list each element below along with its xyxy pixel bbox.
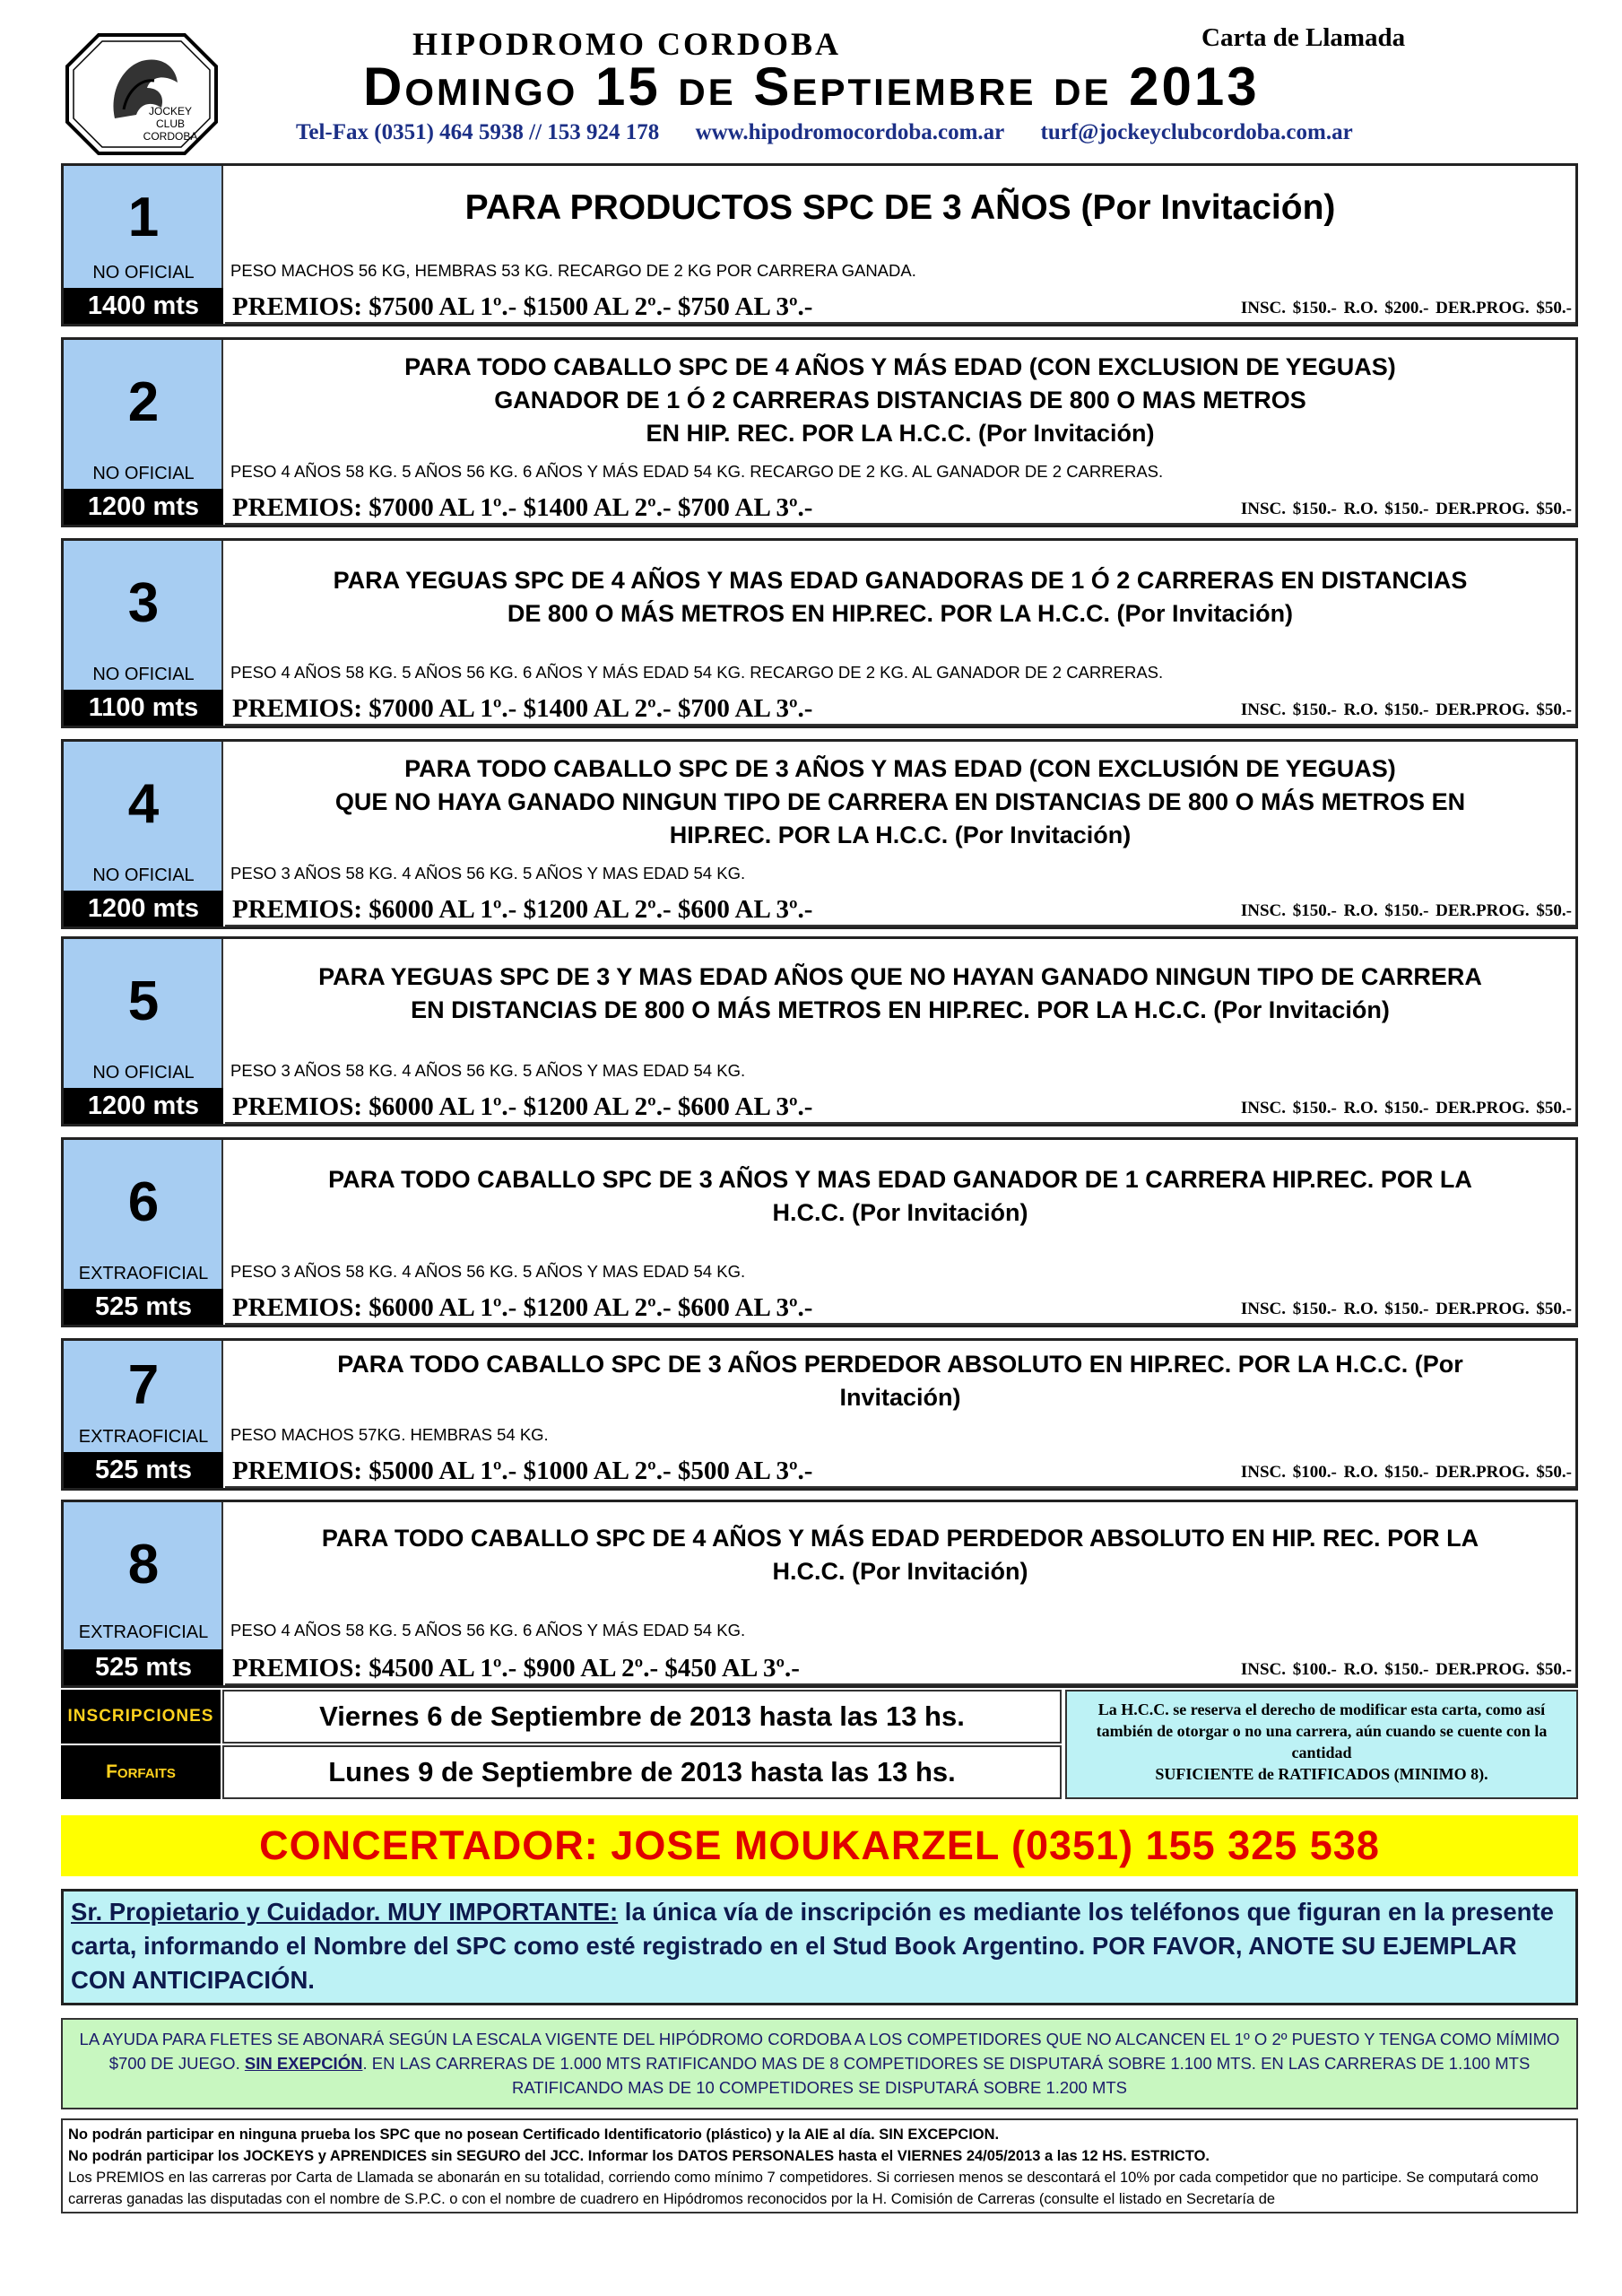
race-title-line: QUE NO HAYA GANADO NINGUN TIPO DE CARRERA EN DISTANCIAS DE 800 O MÁS METROS EN [334, 788, 1466, 815]
race-distance: 525 mts [64, 1289, 223, 1325]
race-distance: 525 mts [64, 1452, 223, 1488]
document-type: Carta de Llamada [1201, 23, 1406, 52]
forfaits-label: Forfaits [61, 1745, 221, 1799]
race-prizes: PREMIOS: $5000 AL 1º.- $1000 AL 2º.- $500 AL 3º.- [232, 1457, 813, 1485]
important-lead: Sr. Propietario y Cuidador. MUY IMPORTANTE: [71, 1898, 619, 1926]
race-block-7 [61, 1338, 1578, 1491]
race-distance: 1400 mts [64, 288, 223, 324]
race-number-cell [64, 340, 223, 525]
race-title-line: HIP.REC. POR LA H.C.C. (Por Invitación) [669, 822, 1132, 848]
race-title [234, 564, 1566, 631]
email-link[interactable]: turf@jockeyclubcordoba.com.ar [1040, 120, 1353, 144]
race-prizes: PREMIOS: $6000 AL 1º.- $1200 AL 2º.- $600 AL 3º.- [232, 895, 813, 924]
hcc-reservation-note [1065, 1690, 1578, 1799]
race-number: 4 [127, 773, 160, 835]
race-number: 6 [127, 1171, 160, 1233]
race-block-3 [61, 538, 1578, 728]
inscripciones-date: Viernes 6 de Septiembre de 2013 hasta las 13 hs. [222, 1690, 1062, 1744]
race-prizes: PREMIOS: $4500 AL 1º.- $900 AL 2º.- $450 AL 3º.- [232, 1654, 800, 1683]
forfaits-date: Lunes 9 de Septiembre de 2013 hasta las 13 hs. [222, 1745, 1062, 1799]
race-status: NO OFICIAL [92, 464, 195, 483]
inscripciones-label: INSCRIPCIONES [61, 1690, 221, 1744]
race-prizes: PREMIOS: $7000 AL 1º.- $1400 AL 2º.- $700 AL 3º.- [232, 493, 813, 522]
race-title-line: PARA TODO CABALLO SPC DE 3 AÑOS Y MAS EDAD (CON EXCLUSIÓN DE YEGUAS) [404, 755, 1396, 782]
race-status: NO OFICIAL [92, 263, 195, 283]
race-title-line: GANADOR DE 1 Ó 2 CARRERAS DISTANCIAS DE 800 O MAS METROS [494, 387, 1306, 413]
event-date: Domingo 15 de Septiembre de 2013 [363, 57, 1260, 117]
race-number-cell [64, 1502, 223, 1685]
race-distance: 1200 mts [64, 891, 223, 926]
race-weights: PESO MACHOS 57KG. HEMBRAS 54 KG. [230, 1425, 549, 1444]
race-title-line: EN HIP. REC. POR LA H.C.C. (Por Invitación) [646, 420, 1155, 447]
race-title [234, 752, 1566, 852]
race-fees: INSC. $100.- R.O. $150.- DER.PROG. $50.- [1240, 1660, 1572, 1679]
race-title [234, 186, 1566, 230]
ayuda-text-1: LA AYUDA PARA FLETES SE ABONARÁ SEGÚN LA ESCALA VIGENTE DEL HIPÓDROMO CORDOBA A LOS COMPETIDORES QUE NO ALCANCEN EL 1º O 2º PUESTO Y TENGA COMO MÍMIMO $700 DE JUEGO. [79, 2030, 1560, 2073]
race-number-cell [64, 742, 223, 926]
race-title-line: PARA YEGUAS SPC DE 4 AÑOS Y MAS EDAD GANADORAS DE 1 Ó 2 CARRERAS EN DISTANCIAS [333, 567, 1468, 594]
race-prizes: PREMIOS: $7500 AL 1º.- $1500 AL 2º.- $750 AL 3º.- [232, 292, 813, 321]
race-title [234, 1163, 1566, 1230]
race-block-4 [61, 739, 1578, 929]
race-block-5 [61, 936, 1578, 1126]
race-weights: PESO 3 AÑOS 58 KG. 4 AÑOS 56 KG. 5 AÑOS Y MAS EDAD 54 KG. [230, 1262, 746, 1281]
race-status: EXTRAOFICIAL [78, 1622, 209, 1642]
race-title-line: PARA PRODUCTOS SPC DE 3 AÑOS (Por Invitación) [464, 188, 1336, 227]
race-title-line: EN DISTANCIAS DE 800 O MÁS METROS EN HIP.REC. POR LA H.C.C. (Por Invitación) [411, 996, 1390, 1023]
race-title [234, 1522, 1566, 1588]
race-title-line: PARA TODO CABALLO SPC DE 3 AÑOS Y MAS EDAD GANADOR DE 1 CARRERA HIP.REC. POR LA [328, 1166, 1472, 1193]
race-weights: PESO 4 AÑOS 58 KG. 5 AÑOS 56 KG. 6 AÑOS Y MÁS EDAD 54 KG. RECARGO DE 2 KG. AL GANADOR DE 2 CARRERAS. [230, 663, 1164, 682]
race-number-cell [64, 541, 223, 726]
phone-text: Tel-Fax (0351) 464 5938 // 153 924 178 [296, 120, 660, 144]
race-title-line: DE 800 O MÁS METROS EN HIP.REC. POR LA H.C.C. (Por Invitación) [507, 600, 1294, 627]
race-weights: PESO 4 AÑOS 58 KG. 5 AÑOS 56 KG. 6 AÑOS Y MÁS EDAD 54 KG. [230, 1621, 746, 1639]
hcc-note-text: La H.C.C. se reserva el derecho de modificar esta carta, como así también de otorgar o no una carrera, aún cuando se cuente con la cantidad [1096, 1700, 1548, 1761]
race-distance: 1200 mts [64, 1088, 223, 1124]
race-number: 8 [127, 1534, 160, 1596]
race-prizes: PREMIOS: $6000 AL 1º.- $1200 AL 2º.- $600 AL 3º.- [232, 1293, 813, 1322]
race-fees: INSC. $150.- R.O. $150.- DER.PROG. $50.- [1240, 1099, 1572, 1118]
important-text: la única vía de inscripción es mediante los teléfonos que figuran en la presente carta, informando el Nombre del SPC como esté registrado en el Stud Book Argentino. POR FAVOR, ANOTE SU EJEMPLAR CON ANTICIPACIÓN. [71, 1898, 1554, 1994]
race-number-cell [64, 1140, 223, 1325]
race-title-line: PARA TODO CABALLO SPC DE 4 AÑOS Y MÁS EDAD PERDEDOR ABSOLUTO EN HIP. REC. POR LA [321, 1525, 1479, 1552]
race-weights: PESO 4 AÑOS 58 KG. 5 AÑOS 56 KG. 6 AÑOS Y MÁS EDAD 54 KG. RECARGO DE 2 KG. AL GANADOR DE 2 CARRERAS. [230, 462, 1164, 481]
rule-certificate: No podrán participar en ninguna prueba los SPC que no posean Certificado Identificatorio (plástico) y la AIE al día. SIN EXCEPCION. [68, 2126, 1000, 2143]
freight-aid-notice [61, 2018, 1578, 2109]
race-prizes: PREMIOS: $7000 AL 1º.- $1400 AL 2º.- $700 AL 3º.- [232, 694, 813, 723]
race-title-line: H.C.C. (Por Invitación) [772, 1199, 1028, 1226]
organization-name: HIPODROMO CORDOBA [412, 26, 841, 62]
hcc-note-minimum: SUFICIENTE de RATIFICADOS (MINIMO 8). [1155, 1765, 1488, 1783]
race-fees: INSC. $150.- R.O. $150.- DER.PROG. $50.- [1240, 500, 1572, 518]
race-title-line: Invitación) [839, 1384, 961, 1411]
race-weights: PESO MACHOS 56 KG, HEMBRAS 53 KG. RECARGO DE 2 KG POR CARRERA GANADA. [230, 261, 916, 280]
race-fees: INSC. $150.- R.O. $150.- DER.PROG. $50.- [1240, 901, 1572, 920]
race-fees: INSC. $150.- R.O. $150.- DER.PROG. $50.- [1240, 700, 1572, 719]
important-notice [61, 1889, 1578, 2005]
race-status: NO OFICIAL [92, 1063, 195, 1083]
race-number-cell [64, 166, 223, 324]
race-title [234, 961, 1566, 1027]
race-status: EXTRAOFICIAL [78, 1264, 209, 1283]
race-title-line: PARA YEGUAS SPC DE 3 Y MAS EDAD AÑOS QUE NO HAYAN GANADO NINGUN TIPO DE CARRERA [318, 963, 1482, 990]
logo-text-3: CORDOBA [143, 130, 198, 143]
logo-text-1: JOCKEY [148, 105, 193, 117]
race-title-line: PARA TODO CABALLO SPC DE 4 AÑOS Y MÁS EDAD (CON EXCLUSION DE YEGUAS) [404, 353, 1396, 380]
race-title-line: PARA TODO CABALLO SPC DE 3 AÑOS PERDEDOR ABSOLUTO EN HIP.REC. POR LA H.C.C. (Por [337, 1351, 1463, 1378]
race-block-8 [61, 1500, 1578, 1688]
jockey-club-logo [65, 32, 219, 156]
race-title [234, 1348, 1566, 1414]
race-number: 2 [127, 371, 160, 433]
race-number: 5 [127, 970, 160, 1032]
race-fees: INSC. $150.- R.O. $200.- DER.PROG. $50.- [1240, 299, 1572, 317]
race-distance: 1200 mts [64, 489, 223, 525]
race-number: 7 [127, 1354, 160, 1416]
race-status: NO OFICIAL [92, 865, 195, 885]
race-status: EXTRAOFICIAL [78, 1427, 209, 1447]
race-block-2 [61, 337, 1578, 527]
race-number-cell [64, 1341, 223, 1488]
race-block-6 [61, 1137, 1578, 1327]
race-fees: INSC. $150.- R.O. $150.- DER.PROG. $50.- [1240, 1300, 1572, 1318]
race-fees: INSC. $100.- R.O. $150.- DER.PROG. $50.- [1240, 1463, 1572, 1482]
race-prizes: PREMIOS: $6000 AL 1º.- $1200 AL 2º.- $600 AL 3º.- [232, 1092, 813, 1121]
race-block-1 [61, 163, 1578, 326]
rule-jockeys: No podrán participar los JOCKEYS y APRENDICES sin SEGURO del JCC. Informar los DATOS PERSONALES hasta el VIERNES 24/05/2013 a las 12 HS. ESTRICTO. [68, 2148, 1210, 2164]
website-link[interactable]: www.hipodromocordoba.com.ar [695, 120, 1005, 144]
race-title-line: H.C.C. (Por Invitación) [772, 1558, 1028, 1585]
contact-line [296, 120, 1569, 145]
logo-text-2: CLUB [155, 117, 186, 130]
race-status: NO OFICIAL [92, 665, 195, 684]
race-weights: PESO 3 AÑOS 58 KG. 4 AÑOS 56 KG. 5 AÑOS Y MAS EDAD 54 KG. [230, 1061, 746, 1080]
rule-prizes: Los PREMIOS en las carreras por Carta de Llamada se abonarán en su totalidad, corriendo como mínimo 7 competidores. Si corriesen menos se descontará el 10% por cada competidor que no participe. Se computará como carreras ganadas las disputadas con el nombre de S.P.C. o con el nombre de cuadrero en Hipódromos reconocidos por la H. Comisión de Carreras (consulte el listado en Secretaría de [68, 2170, 1539, 2207]
race-number: 3 [127, 572, 160, 634]
race-distance: 525 mts [64, 1649, 223, 1685]
ayuda-emphasis: SIN EXEPCIÓN [244, 2054, 363, 2073]
concertador-banner: CONCERTADOR: JOSE MOUKARZEL (0351) 155 325 538 [61, 1815, 1578, 1876]
rules-notice [61, 2118, 1578, 2213]
race-distance: 1100 mts [64, 690, 223, 726]
race-number: 1 [127, 187, 160, 248]
ayuda-text-2: . EN LAS CARRERAS DE 1.000 MTS RATIFICANDO MAS DE 8 COMPETIDORES SE DISPUTARÁ SOBRE 1.100 MTS. EN LAS CARRERAS DE 1.100 MTS RATIFICANDO MAS DE 10 COMPETIDORES SE DISPUTARÁ SOBRE 1.200 MTS [362, 2054, 1531, 2097]
race-weights: PESO 3 AÑOS 58 KG. 4 AÑOS 56 KG. 5 AÑOS Y MAS EDAD 54 KG. [230, 864, 746, 883]
race-number-cell [64, 939, 223, 1124]
race-title [234, 351, 1566, 450]
